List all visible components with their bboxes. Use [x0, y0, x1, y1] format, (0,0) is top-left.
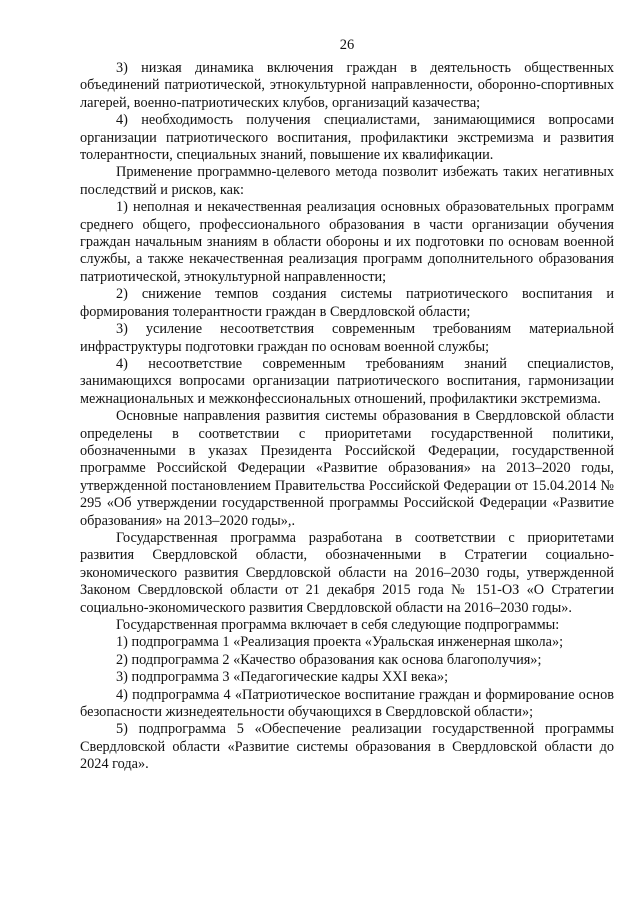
paragraph-risk-3: 3) низкая динамика включения граждан в деятельность общественных объединений патриотической, этнокультурной направленности, оборонно-спортивных лагерей, военно-патриотических клубов, организаций казачества;	[80, 60, 614, 111]
paragraph-risk-4: 4) необходимость получения специалистами, занимающимися вопросами организации патриотического воспитания, профилактики экстремизма и развития толерантности, специальных знаний, повышение их квалификации.	[80, 112, 614, 164]
paragraph-subprograms-intro: Государственная программа включает в себя следующие подпрограммы:	[116, 617, 560, 633]
subprogram-item-2: 2) подпрограмма 2 «Качество образования как основа благополучия»;	[116, 651, 542, 668]
subprogram-item-1: 1) подпрограмма 1 «Реализация проекта «Уральская инженерная школа»;	[116, 634, 564, 651]
subprogram-item-4: 4) подпрограмма 4 «Патриотическое воспитание граждан и формирование основ безопасности жизнедеятельности обучающихся в Свердловской области»;	[80, 686, 614, 721]
paragraph-consequence-4: 4) несоответствие современным требованиям знаний специалистов, занимающихся вопросами организации патриотического воспитания, гармонизации межнациональных и межконфессиональных отношений, профилактики экстремизма.	[80, 355, 614, 407]
paragraph-main-directions: Основные направления развития системы образования в Свердловской области определены в соответствии с приоритетами государственной политики, обозначенными в указах Президента Российской Федерации, государственной программе Российской Федерации «Развитие образования» на 2013–2020 годы, утвержденной постановлением Правительства Российской Федерации от 15.04.2014 № 295 «Об утверждении государственной программы Российской Федерации «Развитие образования» на 2013–2020 годы»,.	[80, 408, 614, 529]
paragraph-consequence-1: 1) неполная и некачественная реализация основных образовательных программ среднего общего, профессионального образования в части организации обучения граждан начальным знаниям в области обороны и их подготовки по основам военной службы, а также некачественная реализация программ дополнительного образования патриотической, этнокультурной направленности;	[80, 199, 614, 285]
paragraph-consequence-3: 3) усиление несоответствия современным требованиям материальной инфраструктуры подготовки граждан по основам военной службы;	[80, 321, 614, 355]
page-number: 26	[339, 37, 355, 53]
paragraph-strategy: Государственная программа разработана в соответствии с приоритетами развития Свердловской области, обозначенными в Стратегии социально-экономического развития Свердловской области на 2016–2030 годы, утвержденной Законом Свердловской области от 21 декабря 2015 года № 151-ОЗ «О Стратегии социально-экономического развития Свердловской области на 2016–2030 годы».	[80, 529, 614, 616]
subprogram-item-5: 5) подпрограмма 5 «Обеспечение реализации государственной программы Свердловской области «Развитие системы образования в Свердловской области до 2024 года».	[80, 721, 614, 773]
document-body	[80, 60, 614, 774]
paragraph-consequence-2: 2) снижение темпов создания системы патриотического воспитания и формирования толерантности граждан в Свердловской области;	[80, 286, 614, 320]
subprogram-item-3: 3) подпрограмма 3 «Педагогические кадры XXI века»;	[116, 669, 449, 686]
paragraph-method-intro: Применение программно-целевого метода позволит избежать таких негативных последствий и рисков, как:	[80, 164, 614, 198]
